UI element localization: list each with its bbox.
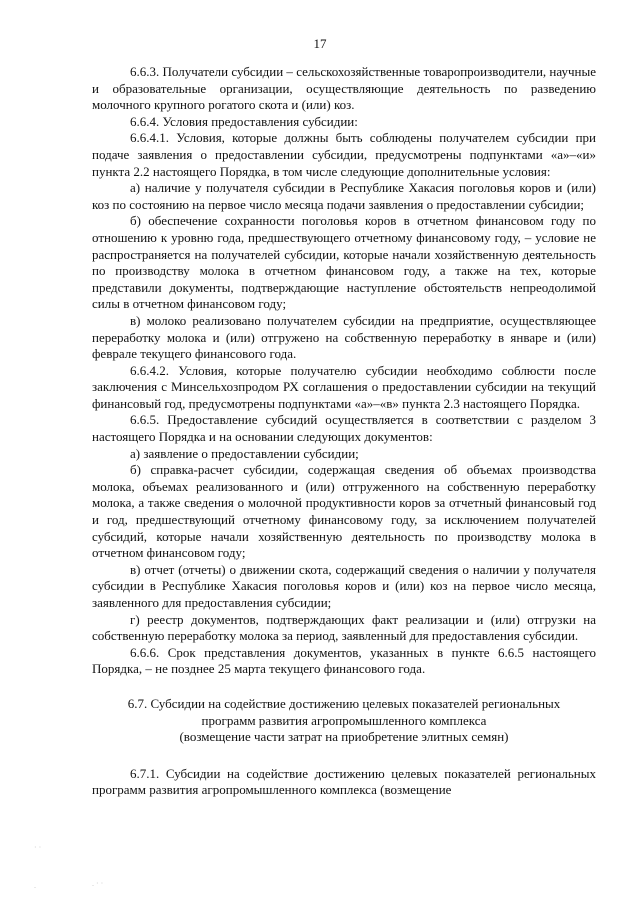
paragraph-6-6-5-b: б) справка-расчет субсидии, содержащая сведения об объемах производства молока, объемах реализованного и (или) отгруженного на собственную переработку молока, а также сведения о молочной продуктивности коров за отчетный финансовый год и год, предшествующий отчетному финансовому году, за исключением получателей субсидий, которые начали хозяйственную деятельность по производству молока в отчетном финансовом году; bbox=[92, 462, 596, 561]
paragraph-6-6-5-a: а) заявление о предоставлении субсидии; bbox=[130, 445, 359, 461]
paragraph-6-6-4-2: 6.6.4.2. Условия, которые получателю субсидии необходимо соблюсти после заключения с Минсельхозпродом РХ соглашения о предоставлении субсидии на текущий финансовый год, предусмотрены подпунктами «а»–«в» пункта 2.3 настоящего Порядка. bbox=[92, 362, 596, 411]
paragraph-6-6-5-v: в) отчет (отчеты) о движении скота, содержащий сведения о наличии у получателя субсидии в Республике Хакасия поголовья коров и (или) коз на первое число месяца, заявленного для предоставления субсидии; bbox=[92, 561, 596, 610]
section-heading-line: 6.7. Субсидии на содействие достижению целевых показателей региональных bbox=[127, 695, 561, 711]
paragraph-6-6-4-1-b: б) обеспечение сохранности поголовья коров в отчетном финансовом году по отношению к уровню года, предшествующего отчетному финансовому году, – условие не распространяется на получателей субсидии, которые начали хозяйственную деятельность по производству молока в отчетном финансовом году, а также на тех, которые представили документы, подтверждающие наступление обстоятельств непреодолимой силы в отчетном финансовом году; bbox=[92, 213, 596, 312]
document-body bbox=[92, 64, 596, 799]
paragraph-6-6-4-1-a: а) наличие у получателя субсидии в Республике Хакасия поголовья коров и (или) коз по состоянию на первое число месяца подачи заявления о предоставлении субсидии; bbox=[92, 180, 596, 212]
paragraph-6-6-6: 6.6.6. Срок представления документов, указанных в пункте 6.6.5 настоящего Порядка, – не позднее 25 марта текущего финансового года. bbox=[92, 644, 596, 677]
paragraph-6-6-4-1-v: в) молоко реализовано получателем субсидии на предприятие, осуществляющее переработку молока и (или) отгружено на собственную переработку в январе и (или) феврале текущего финансового года. bbox=[92, 312, 596, 362]
page-number: 17 bbox=[313, 36, 327, 51]
section-heading-line: программ развития агропромышленного комплекса bbox=[201, 712, 487, 728]
paragraph-6-6-5-g: г) реестр документов, подтверждающих факт реализации и (или) отгрузки на собственную переработку молока за период, заявленный для предоставления субсидии. bbox=[92, 611, 596, 644]
paragraph-6-6-3: 6.6.3. Получатели субсидии – сельскохозяйственные товаропроизводители, научные и образовательные организации, осуществляющие деятельность по разведению молочного крупного рогатого скота и (или) коз. bbox=[92, 64, 596, 113]
paragraph-6-6-4-1: 6.6.4.1. Условия, которые должны быть соблюдены получателем субсидии при подаче заявления о предоставлении субсидии, предусмотрены подпунктами «а»–«и» пункта 2.2 настоящего Порядка, в том числе следующие дополнительные условия: bbox=[92, 130, 596, 179]
scan-noise-mark: · · bbox=[34, 843, 42, 852]
scan-noise-mark: . bbox=[34, 881, 36, 890]
paragraph-6-6-5: 6.6.5. Предоставление субсидий осуществляется в соответствии с разделом 3 настоящего Порядка и на основании следующих документов: bbox=[92, 412, 596, 445]
paragraph-6-6-4: 6.6.4. Условия предоставления субсидии: bbox=[130, 113, 358, 129]
paragraph-6-7-1: 6.7.1. Субсидии на содействие достижению целевых показателей региональных программ развития агропромышленного комплекса (возмещение bbox=[92, 765, 596, 798]
section-heading-6-7 bbox=[92, 696, 596, 746]
section-heading-line: (возмещение части затрат на приобретение элитных семян) bbox=[179, 729, 509, 745]
scan-noise-mark: . · · bbox=[92, 879, 104, 888]
